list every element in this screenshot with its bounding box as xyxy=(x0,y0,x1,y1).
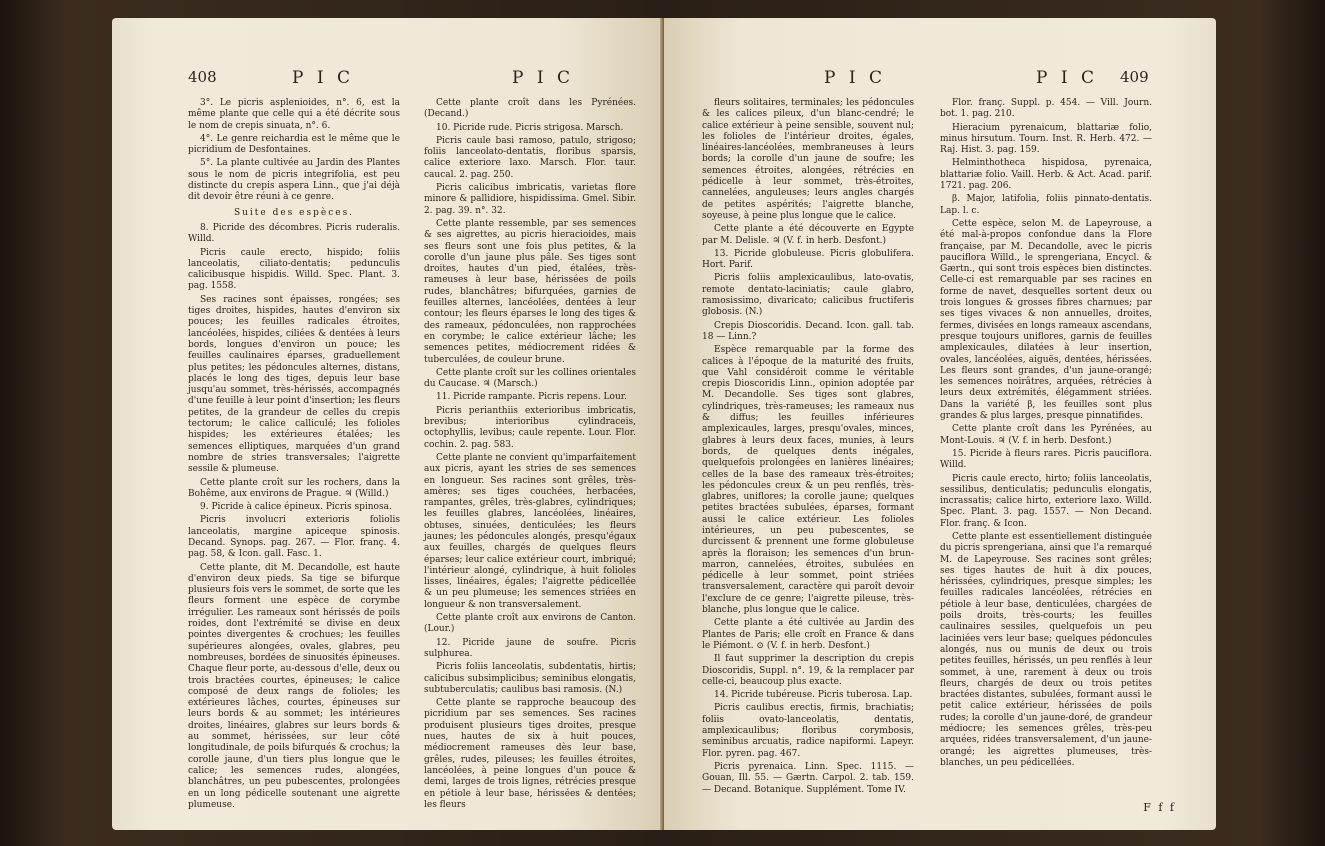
right-column-2 xyxy=(940,98,1152,771)
paragraph: Picris foliis lanceolatis, subdentatis, hirtis; calicibus subsimplicibus; seminibus elongatis, subtuberculatis; caulibus basi ramosis. (N.) xyxy=(424,662,636,695)
paragraph: 12. Picride jaune de soufre. Picris sulphurea. xyxy=(424,637,636,659)
right-page-number: 409 xyxy=(1120,68,1149,86)
paragraph: Picris foliis amplexicaulibus, lato-ovatis, remote dentato-laciniatis; caule glabro, ramosissimo, divaricato; calicibus fructiferis globosis. (N.) xyxy=(702,273,914,318)
paragraph: Cette plante ne convient qu'imparfaitement aux picris, ayant les stries de ses semences en longueur. Ses racines sont grêles, très-amères; ses tiges couchées, herbacées, rampantes, grêles, très-glabres, cylindriques; les feuilles glabres, lancéolées, linéaires, obtuses, sinuées, denticulées; les fleurs jaunes; les pédoncules alongés, presqu'égaux aux feuilles, chargés de quelques fleurs éparses; leur calice extérieur court, imbriqué; l'intérieur alongé, cylindrique, à huit folioles lisses, linéaires, égales; l'aigrette pédicellée & un peu plumeuse; les semences striées en longueur & non transversalement. xyxy=(424,452,636,610)
paragraph: fleurs solitaires, terminales; les pédoncules & les calices pileux, d'un blanc-cendré; le calice extérieur à peine sensible, souvent nul; les folioles de l'intérieur droites, égales, linéaires-lancéolées, membraneuses à leurs bords; la corolle d'un jaune de soufre; les semences étroites, alongées, rétrécies en pédicelle à leur sommet, très-étroites, cannelées, anguleuses; leurs angles chargés de petites aspérités; l'aigrette blanche, soyeuse, à peine plus longue que le calice. xyxy=(702,98,914,221)
paragraph: 5°. La plante cultivée au Jardin des Plantes sous le nom de picris integrifolia, est peu distincte du crepis aspera Linn., que j'ai déjà dit devoir être réuni à ce genre. xyxy=(188,158,400,203)
paragraph: Picris calicibus imbricatis, varietas flore minore & pallidiore, hispidissima. Gmel. Sibir. 2. pag. 39. n°. 32. xyxy=(424,183,636,216)
paragraph: Cette plante a été découverte en Egypte par M. Delisle. ♃ (V. f. in herb. Desfont.) xyxy=(702,224,914,246)
paragraph: Cette plante, dit M. Decandolle, est haute d'environ deux pieds. Sa tige se bifurque plusieurs fois vers le sommet, de sorte que les fleurs forment une espèce de corymbe irrégulier. Les rameaux sont hérissés de poils roides, dont l'extrémité se divise en deux pointes divergentes & crochues; les feuilles supérieures alongées, ovales, glabres, peu nombreuses, bordées de sinuosités épineuses. Chaque fleur porte, au-dessous d'elle, deux ou trois bractées courtes, épineuses; le calice composé de deux rangs de folioles; les extérieures lâches, courtes, épineuses sur leurs bords & au sommet; les intérieures droites, linéaires, glabres sur leurs bords & au sommet, hérissées, sur leur côté longitudinale, de poils bifurqués & crochus; la corolle jaune, d'un tiers plus longue que le calice; les semences rudes, alongées, blanchâtres, un peu pubescentes, prolongées en un long pédicelle soutenant une aigrette plumeuse. xyxy=(188,562,400,810)
paragraph: 9. Picride à calice épineux. Picris spinosa. xyxy=(200,502,392,513)
left-page xyxy=(112,18,664,830)
paragraph: Ses racines sont épaisses, rongées; ses tiges droites, hispides, hautes d'environ six pouces; les feuilles radicales étroites, lancéolées, hispides, ciliées & dentées à leurs bords, longues d'environ un pouce; les feuilles caulinaires éparses, graduellement plus petites; les pédoncules alternes, distans, placés le long des tiges, depuis leur base jusqu'au sommet, très-hérissés, accompagnés d'une feuille à leur point d'insertion; les fleurs petites, de la grandeur de celles du crepis tectorum; le calice calliculé; les folioles hispides; les extérieures étalées; les semences elliptiques, marquées d'un grand nombre de stries transversales; l'aigrette sessile & plumeuse. xyxy=(188,294,400,475)
paragraph: Cette plante croît dans les Pyrénées, au Mont-Louis. ♃ (V. f. in herb. Desfont.) xyxy=(940,424,1152,446)
paragraph: Picris pyrenaica. Linn. Spec. 1115. — Gouan, Ill. 55. — Gærtn. Carpol. 2. tab. 159. — Decand. Botanique. Supplément. Tome IV. xyxy=(702,761,914,795)
paragraph: Il faut supprimer la description du crepis Dioscoridis, Suppl. n°. 19, & la remplacer par celle-ci, beaucoup plus exacte. xyxy=(702,654,914,687)
right-running-head-1: P I C xyxy=(824,68,886,88)
paragraph: Cette plante a été cultivée au Jardin des Plantes de Paris; elle croît en France & dans le Piémont. ⊙ (V. f. in herb. Desfont.) xyxy=(702,618,914,651)
paragraph: Picris caule erecto, hirto; foliis lanceolatis, sessilibus, denticulatis; pedunculis elongatis, incrassatis; calice hirto, exteriore laxo. Willd. Spec. Plant. 3. pag. 1557. — Non Decand. Flor. franç. & Icon. xyxy=(940,473,1152,529)
right-column-1 xyxy=(702,98,914,798)
paragraph: Espèce remarquable par la forme des calices à l'époque de la maturité des fruits, que Vahl considéroit comme le véritable crepis Dioscoridis Linn., opinion adoptée par M. Decandolle. Ses tiges sont glabres, cylindriques, très-rameuses; les rameaux nus & diffus; les feuilles inférieures amplexicaules, larges, presqu'ovales, minces, glabres à leurs deux faces, munies, à leurs bords, de quelques dents inégales, quelquefois prolongées en lanières linéaires; celles de la base des rameaux très-étroites; les pédoncules creux & un peu renflés, très-glabres, uniflores; la corolle jaune; quelques petites bractées subulées, éparses, formant aussi le calice extérieur. Les folioles intérieures, un peu pubescentes, se durcissent & prennent une forme globuleuse après la floraison; les semences d'un brun-marron, cannelées, étroites, subulées en pédicelle à leur sommet, point striées transversalement, caractère qui paroît devoir l'exclure de ce genre; l'aigrette pileuse, très-blanche, plus longue que le calice. xyxy=(702,345,914,616)
right-page xyxy=(664,18,1216,830)
paragraph: 8. Picride des décombres. Picris ruderalis. Willd. xyxy=(188,222,400,245)
paragraph: Cette plante croît dans les Pyrénées. (Decand.) xyxy=(424,98,636,120)
paragraph: Flor. franç. Suppl. p. 454. — Vill. Journ. bot. 1. pag. 210. xyxy=(940,98,1152,120)
left-page-number: 408 xyxy=(188,68,217,86)
paragraph: Picris involucri exterioris foliolis lanceolatis, margine apiceque spinosis. Decand. Synops. pag. 267. — Flor. franç. 4. pag. 58, & Icon. gall. Fasc. 1. xyxy=(188,515,400,560)
left-running-head-2: P I C xyxy=(512,68,574,88)
left-running-head-1: P I C xyxy=(292,68,354,88)
signature-mark: F f f xyxy=(1143,801,1176,814)
paragraph: Picris caule erecto, hispido; foliis lanceolatis, ciliato-dentatis; pedunculis calicibusque hispidis. Willd. Spec. Plant. 3. pag. 1558. xyxy=(188,247,400,292)
paragraph: 10. Picride rude. Picris strigosa. Marsch. xyxy=(436,122,624,133)
paragraph: β. Major, latifolia, foliis pinnato-dentatis. Lap. l. c. xyxy=(940,194,1152,216)
paragraph: Hieracium pyrenaicum, blattariæ folio, minus hirsutum. Tourn. Inst. R. Herb. 472. — Raj. Hist. 3. pag. 159. xyxy=(940,122,1152,156)
paragraph: Crepis Dioscoridis. Decand. Icon. gall. tab. 18 — Linn.? xyxy=(702,320,914,342)
right-running-head-2: P I C xyxy=(1036,68,1098,88)
paragraph: Cette espèce, selon M. de Lapeyrouse, a été mal-à-propos confondue dans la Flore française, par M. Decandolle, avec le picris pauciflora Willd., le sprengeriana, Encycl. & Gærtn., qui sont trois espèces bien distinctes. Celle-ci est remarquable par ses racines en forme de navet, desquelles sortent deux ou trois longues & grosses fibres charnues; par ses tiges vivaces & non annuelles, droites, fermes, divisées en longs rameaux ascendans, presque toujours uniflores, garnis de feuilles amplexicaules, dilatées à leur insertion, ovales, lancéolées, aiguës, dentées, hérissées. Les fleurs sont grandes, d'un jaune-orangé; les semences noirâtres, arquées, rétrécies à leurs deux extrémités, élégamment striées. Dans la variété β, les feuilles sont plus grandes & plus larges, presque pinnatifides. xyxy=(940,218,1152,422)
paragraph: 11. Picride rampante. Picris repens. Lour. xyxy=(436,392,627,403)
paragraph: Picris caulibus erectis, firmis, brachiatis; foliis ovato-lanceolatis, dentatis, amplexicaulibus; floribus corymbosis, seminibus arcuatis, radice napiformi. Lapeyr. Flor. pyren. pag. 467. xyxy=(702,703,914,759)
paragraph: 14. Picride tubéreuse. Picris tuberosa. Lap. xyxy=(714,690,913,701)
paragraph: Picris caule basi ramoso, patulo, strigoso; foliis lanceolato-dentatis, floribus sparsis, calice exteriore laxo. Marsch. Flor. taur. caucal. 2. pag. 250. xyxy=(424,135,636,180)
paragraph: Suite des espèces. xyxy=(233,207,355,218)
paragraph: Helminthotheca hispidosa, pyrenaica, blattariæ folio. Vaill. Herb. & Act. Acad. parif. 1721. pag. 206. xyxy=(940,158,1152,192)
paragraph: Picris perianthiis exterioribus imbricatis, brevibus; interioribus cylindraceis, octophyllis, levibus; caule repente. Lour. Flor. cochin. 2. pag. 583. xyxy=(424,405,636,450)
paragraph: Cette plante croît sur les rochers, dans la Bohême, aux environs de Prague. ♃ (Willd.) xyxy=(188,477,400,499)
paragraph: Cette plante est essentiellement distinguée du picris sprengeriana, ainsi que l'a remarqué M. de Lapeyrouse. Ses racines sont grêles; ses tiges hautes de huit à dix pouces, hérissées, cylindriques, presque simples; les feuilles radicales lancéolées, rétrécies en pétiole à leur base, denticulées, chargées de poils droits, très-courts; les feuilles caulinaires sessiles, quelquefois un peu laciniées vers leur base; quelques pédoncules alongés, nus ou munis de deux ou trois petites feuilles, hérissés, un peu renflés à leur sommet, à une, rarement à deux ou trois fleurs, chargés de deux ou trois petites bractées distantes, subulées, formant aussi le petit calice extérieur, hérissées de poils rudes; la corolle d'un jaune-doré, de grandeur médiocre; les semences grêles, très-peu arquées, ridées transversalement, d'un jaune-orangé; les aigrettes plumeuses, très-blanches, un peu pédicellées. xyxy=(940,531,1152,768)
left-column-2 xyxy=(424,98,636,813)
paragraph: 3°. Le picris asplenioides, n°. 6, est la même plante que celle qui a été décrite sous le nom de crepis sinuata, n°. 6. xyxy=(188,98,400,131)
paragraph: Cette plante croît aux environs de Canton. (Lour.) xyxy=(424,613,636,635)
paragraph: 13. Picride globuleuse. Picris globulifera. Hort. Parif. xyxy=(702,248,914,271)
paragraph: 4°. Le genre reichardia est le même que le picridium de Desfontaines. xyxy=(188,133,400,156)
paragraph: Cette plante croît sur les collines orientales du Caucase. ♃ (Marsch.) xyxy=(424,367,636,390)
left-column-1 xyxy=(188,98,400,813)
paragraph: Cette plante ressemble, par ses semences & ses aigrettes, au picris hieracioides, mais ses fleurs sont une fois plus petites, & la corolle d'un jaune plus pâle. Ses tiges sont droites, hautes d'un pied, étalées, très-rameuses à leur base, hérissées de poils rudes, blanchâtres; bifurquées, garnies de feuilles alternes, lancéolées, dentées à leur contour; les fleurs éparses le long des tiges & des rameaux, pédonculées, non rapprochées en corymbe; le calice extérieur lâche; les semences petites, médiocrement ridées & tuberculées, de couleur brune. xyxy=(424,218,636,365)
paragraph: Cette plante se rapproche beaucoup des picridium par ses semences. Ses racines produisent plusieurs tiges droites, presque nues, hautes de six à huit pouces, médiocrement rameuses dès leur base, grêles, rudes, pileuses; les feuilles étroites, lancéolées, à peine longues d'un pouce & demi, larges de trois lignes, rétrécies presque en pétiole à leur base, hérissées & dentées; les fleurs xyxy=(424,698,636,810)
paragraph: 15. Picride à fleurs rares. Picris pauciflora. Willd. xyxy=(940,448,1152,471)
